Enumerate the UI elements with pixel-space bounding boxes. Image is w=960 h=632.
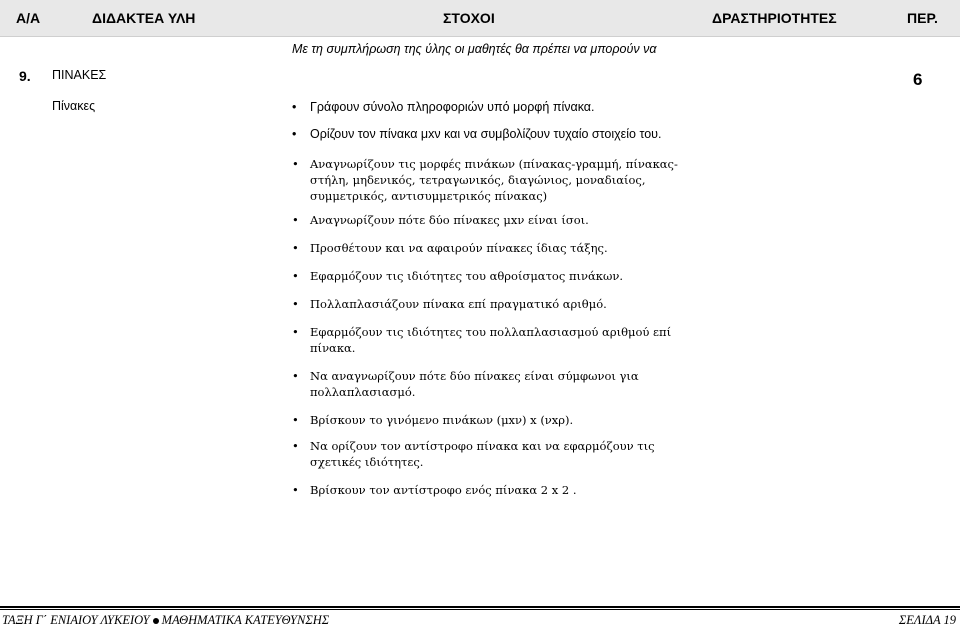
- header-aa: Α/Α: [16, 10, 41, 26]
- footer-class: ΤΑΞΗ Γ΄ ΕΝΙΑΙΟΥ ΛΥΚΕΙΟΥ: [2, 613, 150, 627]
- footer-course: [2, 613, 329, 628]
- bullet-icon: •: [292, 157, 299, 171]
- objectives-intro: Με τη συμπλήρωση της ύλης οι μαθητές θα πρέπει να μπορούν να: [292, 42, 657, 56]
- bullet-icon: •: [292, 325, 299, 339]
- objective-item: [292, 99, 682, 115]
- footer-rule: [0, 606, 960, 608]
- bullet-icon: •: [292, 241, 299, 255]
- header-objectives: ΣΤΟΧΟΙ: [443, 10, 495, 26]
- objective-text: Αναγνωρίζουν πότε δύο πίνακες μxν είναι ίσοι.: [310, 213, 589, 227]
- bullet-icon: •: [292, 413, 299, 427]
- separator-dot-icon: [153, 618, 159, 624]
- objective-text: Να ορίζουν τον αντίστροφο πίνακα και να εφαρμόζουν τις σχετικές ιδιότητες.: [310, 439, 655, 469]
- objective-item: [292, 240, 682, 256]
- objective-item: [292, 156, 682, 204]
- bullet-icon: •: [292, 127, 297, 141]
- period-count: 6: [913, 70, 923, 89]
- objective-text: Βρίσκουν το γινόμενο πινάκων (μxν) x (νxρ).: [310, 413, 574, 427]
- objective-text: Αναγνωρίζουν τις μορφές πινάκων (πίνακας-γραμμή, πίνακας-στήλη, μηδενικός, τετραγωνικός, διαγώνιος, μοναδιαίος, συμμετρικός, αντισυμμετρικός πίνακας): [310, 157, 678, 203]
- objective-text: Εφαρμόζουν τις ιδιότητες του αθροίσματος πινάκων.: [310, 269, 623, 283]
- footer-subject: ΜΑΘΗΜΑΤΙΚΑ ΚΑΤΕΥΘΥΝΣΗΣ: [161, 613, 330, 627]
- objective-item: [292, 324, 682, 356]
- objective-text: Γράφουν σύνολο πληροφοριών υπό μορφή πίνακα.: [310, 100, 595, 114]
- objective-item: [292, 268, 682, 284]
- objective-item: [292, 296, 682, 312]
- header-syllabus: ΔΙΔΑΚΤΕΑ ΥΛΗ: [92, 10, 196, 26]
- subtopic-title: Πίνακες: [52, 99, 96, 113]
- objective-item: [292, 212, 682, 228]
- objective-item: [292, 482, 682, 498]
- objective-text: Προσθέτουν και να αφαιρούν πίνακες ίδιας τάξης.: [310, 241, 608, 255]
- bullet-icon: •: [292, 369, 299, 383]
- bullet-icon: •: [292, 269, 299, 283]
- objective-item: [292, 126, 682, 142]
- objective-text: Να αναγνωρίζουν πότε δύο πίνακες είναι σύμφωνοι για πολλαπλασιασμό.: [310, 369, 639, 399]
- objective-item: [292, 438, 682, 470]
- bullet-icon: •: [292, 213, 299, 227]
- header-activities: ΔΡΑΣΤΗΡΙΟΤΗΤΕΣ: [712, 10, 837, 26]
- bullet-icon: •: [292, 100, 297, 114]
- chapter-title: ΠΙΝΑΚΕΣ: [52, 68, 107, 82]
- objective-text: Πολλαπλασιάζουν πίνακα επί πραγματικό αριθμό.: [310, 297, 607, 311]
- objective-item: [292, 368, 682, 400]
- bullet-icon: •: [292, 439, 299, 453]
- objective-text: Ορίζουν τον πίνακα μxν και να συμβολίζουν τυχαίο στοιχείο του.: [310, 127, 662, 141]
- objective-text: Βρίσκουν τον αντίστροφο ενός πίνακα 2 x 2 .: [310, 483, 577, 497]
- table-header: [0, 0, 960, 37]
- objective-text: Εφαρμόζουν τις ιδιότητες του πολλαπλασιασμού αριθμού επί πίνακα.: [310, 325, 672, 355]
- page-number: ΣΕΛΙΔΑ 19: [898, 613, 956, 627]
- footer-rule-thin: [0, 609, 960, 610]
- row-number: 9.: [19, 68, 31, 84]
- bullet-icon: •: [292, 297, 299, 311]
- bullet-icon: •: [292, 483, 299, 497]
- header-periods: ΠΕΡ.: [907, 10, 938, 26]
- objective-item: [292, 412, 682, 428]
